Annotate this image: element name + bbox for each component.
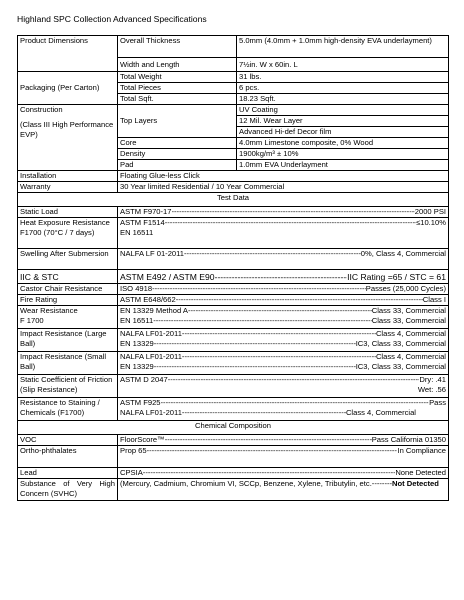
std-castor-chair: ISO 4918 <box>120 284 153 293</box>
label-construction: Construction <box>20 105 63 114</box>
row-wear-resistance <box>18 306 449 329</box>
value-uv-coating: UV Coating <box>237 105 449 116</box>
std-staining-nalfa: NALFA LF01-2011 <box>120 408 182 417</box>
result-iic-stc: IIC Rating =65 / STC = 61 <box>347 271 446 282</box>
value-decor-film: Advanced Hi-def Decor film <box>237 127 449 138</box>
cell-wear-resistance-result <box>118 306 449 329</box>
row-svhc <box>18 479 449 501</box>
label-width-length: Width and Length <box>118 58 237 72</box>
cell-impact-large-result <box>118 329 449 352</box>
label-svhc: Substance of Very High Concern (SVHC) <box>18 479 118 501</box>
result-voc: Pass California 01350 <box>371 435 446 444</box>
cell-wear-resistance-label <box>18 306 118 329</box>
std-iic-stc: ASTM E492 / ASTM E90 <box>120 271 215 282</box>
label-iic-stc: IIC & STC <box>18 270 118 284</box>
value-overall-thickness: 5.0mm (4.0mm + 1.0mm high-density EVA underlayment) <box>237 36 449 58</box>
result-castor-chair: Passes (25,000 Cycles) <box>365 284 446 293</box>
cell-swelling-result <box>118 249 449 270</box>
row-uv-coating <box>18 105 449 116</box>
result-static-load: 2000 PSI <box>414 207 446 216</box>
label-wear-resistance-f1700: F 1700 <box>20 316 44 325</box>
value-density: 1900kg/m³ ± 10% <box>237 149 449 160</box>
std-heat-exposure-en: EN 16511 <box>120 228 154 237</box>
label-ortho-phthalates: Ortho-phthalates <box>18 446 118 468</box>
result-impact-small-en: IC3, Class 33, Commercial <box>355 362 446 371</box>
std-impact-small-nalfa: NALFA LF01-2011 <box>120 352 182 361</box>
label-swelling: Swelling After Submersion <box>18 249 118 270</box>
result-swelling: 0%, Class 4, Commercial <box>360 249 446 258</box>
row-chemical-heading <box>18 421 449 435</box>
std-lead: CPSIA <box>120 468 143 477</box>
label-friction: Static Coefficient of Friction (Slip Resistance) <box>18 375 118 398</box>
label-construction-class: (Class III High Performance EVP) <box>20 120 114 139</box>
label-impact-large: Impact Resistance (Large Ball) <box>18 329 118 352</box>
row-impact-large <box>18 329 449 352</box>
label-packaging: Packaging (Per Carton) <box>18 72 118 105</box>
cell-voc-result <box>118 435 449 446</box>
row-castor-chair <box>18 284 449 295</box>
value-installation: Floating Glue-less Click <box>118 171 449 182</box>
std-fire-rating: ASTM E648/662 <box>120 295 176 304</box>
result-ortho: In Compliance <box>397 446 446 455</box>
std-voc: FloorScore™ <box>120 435 165 444</box>
std-staining-astm: ASTM F925 <box>120 398 161 407</box>
cell-friction-result <box>118 375 449 398</box>
label-impact-small: Impact Resistance (Small Ball) <box>18 352 118 375</box>
result-wear-en16511: Class 33, Commercial <box>371 316 446 325</box>
row-iic-stc <box>18 270 449 284</box>
cell-fire-rating-result <box>118 295 449 306</box>
label-total-weight: Total Weight <box>118 72 237 83</box>
row-total-weight <box>18 72 449 83</box>
std-wear-en16511: EN 16511 <box>120 316 154 325</box>
std-friction: ASTM D 2047 <box>120 375 168 384</box>
std-impact-small-en: EN 13329 <box>120 362 154 371</box>
label-core: Core <box>118 138 237 149</box>
row-impact-small <box>18 352 449 375</box>
std-impact-large-en: EN 13329 <box>120 339 154 348</box>
cell-construction <box>18 105 118 171</box>
std-static-load: ASTM F970-17 <box>120 207 172 216</box>
label-wear-resistance: Wear Resistance <box>20 306 78 315</box>
row-heat-exposure <box>18 218 449 249</box>
result-impact-large-nalfa: Class 4, Commercial <box>375 329 446 338</box>
label-fire-rating: Fire Rating <box>18 295 118 306</box>
heading-test-data: Test Data <box>18 193 449 207</box>
label-overall-thickness: Overall Thickness <box>118 36 237 58</box>
value-warranty: 30 Year limited Residential / 10 Year Commercial <box>118 182 449 193</box>
std-impact-large-nalfa: NALFA LF01-2011 <box>120 329 182 338</box>
result-friction-dry: Dry: .41 <box>419 375 446 384</box>
label-top-layers: Top Layers <box>118 105 237 138</box>
value-width-length: 7½in. W x 60in. L <box>237 58 449 72</box>
svhc-substances: (Mercury, Cadmium, Chromium VI, SCCp, Benzene, Xylene, Tributylin, etc.-------- <box>120 479 393 488</box>
row-lead <box>18 468 449 479</box>
cell-static-load-result <box>118 207 449 218</box>
row-ortho-phthalates <box>18 446 449 468</box>
label-total-pieces: Total Pieces <box>118 83 237 94</box>
std-heat-exposure: ASTM F1514 <box>120 218 165 227</box>
result-lead: None Detected <box>395 468 446 477</box>
value-total-pieces: 6 pcs. <box>237 83 449 94</box>
std-ortho: Prop 65 <box>120 446 147 455</box>
label-voc: VOC <box>18 435 118 446</box>
row-overall-thickness <box>18 36 449 58</box>
label-total-sqft: Total Sqft. <box>118 94 237 105</box>
result-svhc: Not Detected <box>392 479 439 488</box>
row-test-data-heading <box>18 193 449 207</box>
value-wear-layer: 12 Mil. Wear Layer <box>237 116 449 127</box>
label-staining: Resistance to Staining / Chemicals (F1700) <box>18 398 118 421</box>
result-wear-en13329: Class 33, Commercial <box>371 306 446 315</box>
label-warranty: Warranty <box>18 182 118 193</box>
row-fire-rating <box>18 295 449 306</box>
result-fire-rating: Class I <box>422 295 446 304</box>
value-core: 4.0mm Limestone composite, 0% Wood <box>237 138 449 149</box>
std-swelling: NALFA LF 01-2011 <box>120 249 185 258</box>
document-title: Highland SPC Collection Advanced Specifications <box>17 14 207 24</box>
result-friction-wet: Wet: .56 <box>417 385 446 394</box>
label-static-load: Static Load <box>18 207 118 218</box>
value-pad: 1.0mm EVA Underlayment <box>237 160 449 171</box>
label-pad: Pad <box>118 160 237 171</box>
value-total-weight: 31 lbs. <box>237 72 449 83</box>
row-swelling <box>18 249 449 270</box>
value-total-sqft: 18.23 Sqft. <box>237 94 449 105</box>
cell-staining-result <box>118 398 449 421</box>
cell-iic-stc-result <box>118 270 449 284</box>
row-static-load <box>18 207 449 218</box>
label-product-dimensions: Product Dimensions <box>18 36 118 72</box>
cell-castor-chair-result <box>118 284 449 295</box>
label-lead: Lead <box>18 468 118 479</box>
label-density: Density <box>118 149 237 160</box>
result-staining-astm: Pass <box>429 398 446 407</box>
cell-svhc-result <box>118 479 449 501</box>
row-voc <box>18 435 449 446</box>
row-warranty <box>18 182 449 193</box>
result-impact-small-nalfa: Class 4, Commercial <box>375 352 446 361</box>
label-heat-exposure: Heat Exposure Resistance F1700 (70°C / 7 days) <box>18 218 118 249</box>
label-installation: Installation <box>18 171 118 182</box>
result-impact-large-en: IC3, Class 33, Commercial <box>355 339 446 348</box>
cell-ortho-result <box>118 446 449 468</box>
cell-impact-small-result <box>118 352 449 375</box>
cell-lead-result <box>118 468 449 479</box>
result-staining-nalfa: Class 4, Commercial <box>345 408 416 417</box>
spec-table <box>17 35 449 501</box>
row-friction <box>18 375 449 398</box>
row-installation <box>18 171 449 182</box>
cell-heat-exposure-result <box>118 218 449 249</box>
label-castor-chair: Castor Chair Resistance <box>18 284 118 295</box>
result-heat-exposure: ≤10.10% <box>416 218 446 227</box>
heading-chemical-composition: Chemical Composition <box>18 421 449 435</box>
row-staining <box>18 398 449 421</box>
std-wear-en13329: EN 13329 Method A <box>120 306 188 315</box>
